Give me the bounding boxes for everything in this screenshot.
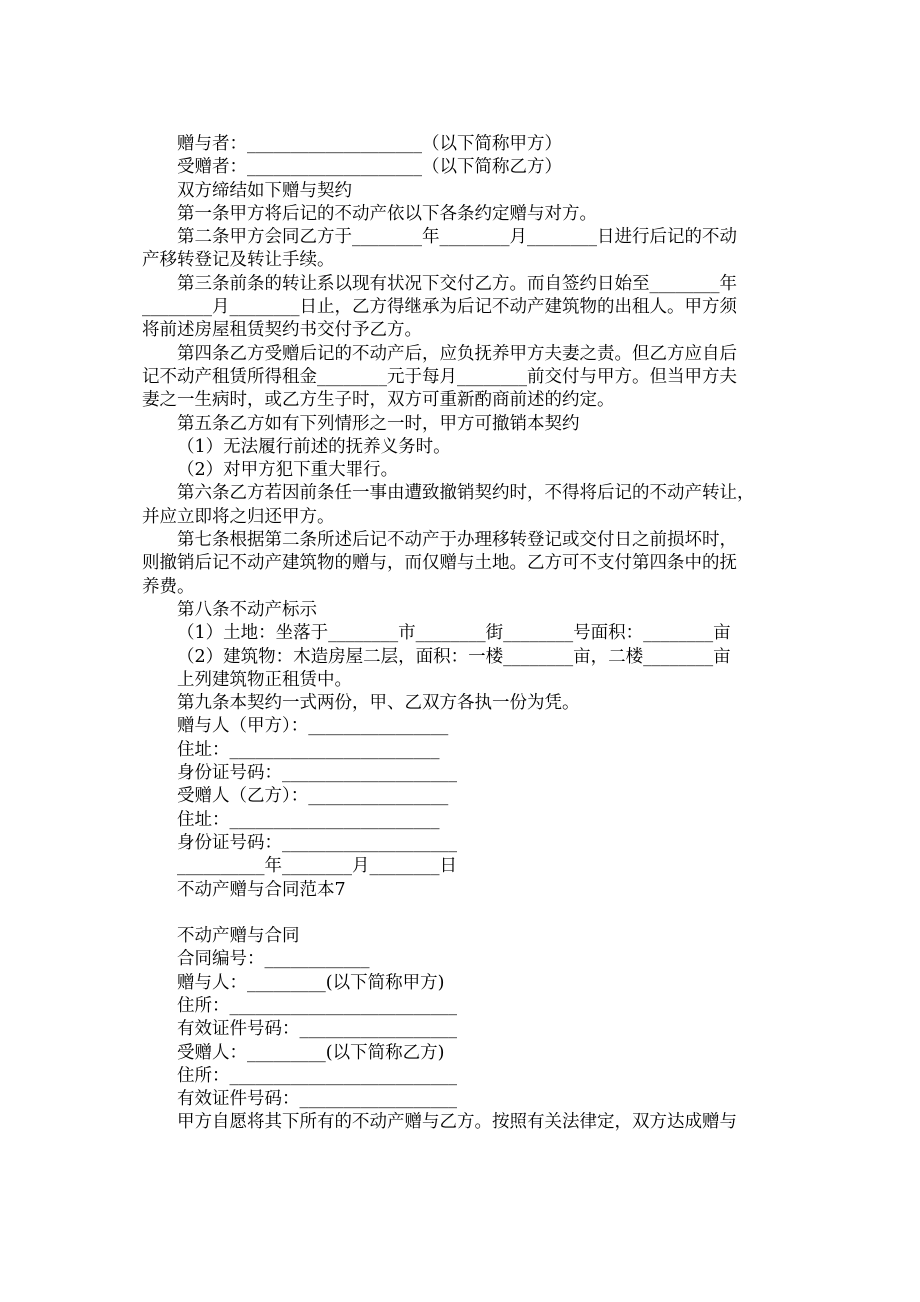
text-line: 合同编号：____________ [177, 949, 370, 970]
text-line: 身份证号码：____________________ [177, 832, 457, 853]
text-line: 第七条根据第二条所述后记不动产于办理移转登记或交付日之前损坏时， [177, 530, 737, 551]
text-line: 第一条甲方将后记的不动产依以下各条约定赠与对方。 [177, 203, 597, 224]
text-line: 双方缔结如下赠与契约 [177, 180, 352, 201]
text-line: 第二条甲方会同乙方于________年________月________日进行后记的不动 [177, 227, 737, 248]
text-line: 赠与人（甲方）：________________ [177, 716, 449, 737]
text-line: 有效证件号码：__________________ [177, 1019, 457, 1040]
text-line: 第三条前条的转让系以现有状况下交付乙方。而自签约日始至________年 [177, 273, 737, 294]
text-line: 则撤销后记不动产建筑物的赠与，而仅赠与土地。乙方可不支付第四条中的抚 [142, 553, 737, 574]
text-line: 赠与人：_________(以下简称甲方) [177, 972, 445, 993]
text-line: 养费。 [142, 576, 195, 597]
text-line: （1）土地：坐落于________市________街________号面积：________亩 [177, 623, 731, 644]
document-body [142, 133, 782, 1135]
text-line: 将前述房屋租赁契约书交付予乙方。 [142, 320, 422, 341]
text-line: 第六条乙方若因前条任一事由遭致撤销契约时，不得将后记的不动产转让， [177, 483, 755, 504]
text-line: （2）对甲方犯下重大罪行。 [177, 460, 399, 481]
text-line: 住所：__________________________ [177, 995, 457, 1016]
text-line: 第五条乙方如有下列情形之一时，甲方可撤销本契约 [177, 413, 580, 434]
text-line: 不动产赠与合同范本7 [177, 879, 346, 900]
text-line: 第四条乙方受赠后记的不动产后，应负抚养甲方夫妻之责。但乙方应自后 [177, 343, 737, 364]
text-line: __________年________月________日 [177, 856, 457, 877]
text-line: 身份证号码：____________________ [177, 763, 457, 784]
text-line: 妻之一生病时，或乙方生子时，双方可重新酌商前述的约定。 [142, 390, 615, 411]
text-line: ________月________日止，乙方得继承为后记不动产建筑物的出租人。甲方须 [142, 297, 737, 318]
text-line: 住所：__________________________ [177, 1065, 457, 1086]
text-line: 产移转登记及转让手续。 [142, 250, 335, 271]
text-line: 上列建筑物正租赁中。 [177, 669, 352, 690]
text-line: 并应立即将之归还甲方。 [142, 506, 335, 527]
blank-line [142, 902, 782, 925]
text-line: 第八条不动产标示 [177, 599, 317, 620]
text-line: 赠与者：____________________（以下简称甲方） [177, 134, 562, 154]
text-line: 有效证件号码：__________________ [177, 1089, 457, 1110]
text-line: （1）无法履行前述的抚养义务时。 [177, 436, 451, 457]
text-line: 受赠人（乙方）：________________ [177, 786, 449, 807]
text-line: 不动产赠与合同 [177, 926, 300, 947]
text-line: 住址：________________________ [177, 809, 440, 830]
text-line: （2）建筑物：木造房屋二层，面积：一楼________亩，二楼________亩 [177, 646, 731, 667]
text-line: 住址：________________________ [177, 739, 440, 760]
text-line: 受赠者：____________________（以下简称乙方） [177, 157, 562, 178]
text-line: 第九条本契约一式两份，甲、乙双方各执一份为凭。 [177, 693, 580, 714]
text-line: 甲方自愿将其下所有的不动产赠与乙方。按照有关法律定，双方达成赠与 [177, 1112, 737, 1133]
text-line: 记不动产租赁所得租金________元于每月________前交付与甲方。但当甲方夫 [142, 366, 737, 387]
text-line: 受赠人：_________(以下简称乙方) [177, 1042, 445, 1063]
